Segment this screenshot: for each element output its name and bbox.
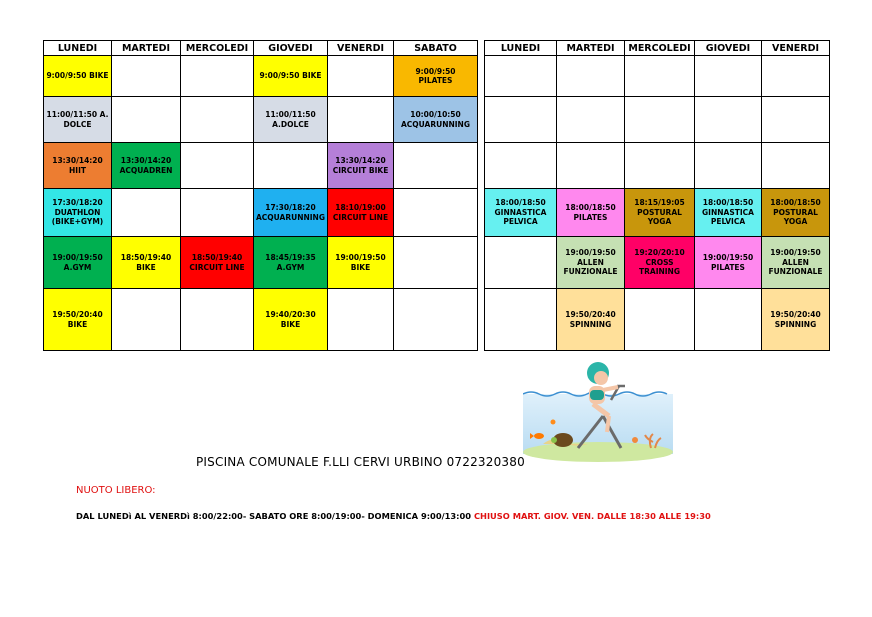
time-slot-row	[44, 56, 478, 97]
class-label: 18:50/19:40 BIKE	[120, 253, 172, 272]
class-slot	[328, 189, 394, 237]
empty-slot	[557, 97, 625, 143]
opening-hours-text: DAL LUNEDì AL VENERDì 8:00/22:00- SABATO ORE 8:00/19:00- DOMENICA 9:00/13:00	[76, 511, 474, 521]
free-swim-hours	[76, 511, 711, 521]
free-swim-label: NUOTO LIBERO:	[76, 485, 156, 496]
empty-slot	[485, 56, 557, 97]
class-label: 19:00/19:50 PILATES	[702, 253, 754, 272]
header-row	[485, 41, 830, 56]
empty-slot	[112, 97, 181, 143]
empty-slot	[181, 189, 254, 237]
empty-slot	[112, 289, 181, 351]
class-label: 13:30/14:20 HIIT	[52, 156, 103, 175]
empty-slot	[112, 56, 181, 97]
class-slot	[112, 143, 181, 189]
class-slot	[328, 143, 394, 189]
class-slot	[44, 56, 112, 97]
empty-slot	[181, 143, 254, 189]
class-slot	[762, 289, 830, 351]
empty-slot	[328, 56, 394, 97]
class-slot	[625, 237, 695, 289]
empty-slot	[762, 56, 830, 97]
class-slot	[762, 189, 830, 237]
class-label: 18:10/19:00 CIRCUIT LINE	[332, 203, 389, 222]
empty-slot	[485, 97, 557, 143]
aqua-bike-swimmer-illustration	[523, 356, 673, 464]
class-label: 19:40/20:30 BIKE	[265, 310, 316, 329]
class-label: 18:00/18:50 POSTURAL YOGA	[770, 198, 821, 227]
class-label: 9:00/9:50 BIKE	[259, 71, 322, 81]
class-slot	[762, 237, 830, 289]
empty-slot	[625, 97, 695, 143]
class-label: 18:45/19:35 A.GYM	[265, 253, 316, 272]
day-header: VENERDI	[328, 41, 394, 56]
class-label: 19:20/20:10 CROSS TRAINING	[634, 248, 685, 277]
closure-notice: CHIUSO MART. GIOV. VEN. DALLE 18:30 ALLE 19:30	[473, 511, 711, 521]
time-slot-row	[44, 237, 478, 289]
empty-slot	[181, 56, 254, 97]
empty-slot	[695, 97, 762, 143]
time-slot-row	[485, 143, 830, 189]
class-slot	[695, 189, 762, 237]
day-header: MERCOLEDI	[625, 41, 695, 56]
class-label: 19:50/20:40 BIKE	[52, 310, 103, 329]
time-slot-row	[485, 237, 830, 289]
empty-slot	[112, 189, 181, 237]
class-slot	[328, 237, 394, 289]
empty-slot	[557, 143, 625, 189]
empty-slot	[625, 143, 695, 189]
empty-slot	[181, 97, 254, 143]
class-slot	[557, 189, 625, 237]
time-slot-row	[485, 289, 830, 351]
day-header: GIOVEDI	[254, 41, 328, 56]
empty-slot	[485, 289, 557, 351]
empty-slot	[762, 97, 830, 143]
class-slot	[44, 237, 112, 289]
time-slot-row	[44, 289, 478, 351]
empty-slot	[254, 143, 328, 189]
empty-slot	[695, 143, 762, 189]
time-slot-row	[44, 143, 478, 189]
class-slot	[394, 56, 478, 97]
class-label: 19:00/19:50 A.GYM	[52, 253, 103, 272]
class-label: 18:00/18:50 PILATES	[565, 203, 616, 222]
class-label: 17:30/18:20 ACQUARUNNING	[256, 203, 325, 222]
right-schedule-table	[484, 40, 830, 351]
class-slot	[625, 189, 695, 237]
empty-slot	[557, 56, 625, 97]
class-slot	[44, 289, 112, 351]
class-slot	[44, 97, 112, 143]
day-header: VENERDI	[762, 41, 830, 56]
empty-slot	[328, 289, 394, 351]
class-slot	[394, 97, 478, 143]
time-slot-row	[44, 189, 478, 237]
class-slot	[254, 97, 328, 143]
class-label: 19:50/20:40 SPINNING	[770, 310, 821, 329]
class-label: 19:00/19:50 ALLEN FUNZIONALE	[563, 248, 618, 277]
class-slot	[181, 237, 254, 289]
class-slot	[557, 289, 625, 351]
class-slot	[695, 237, 762, 289]
time-slot-row	[485, 97, 830, 143]
class-label: 13:30/14:20 ACQUADREN	[119, 156, 173, 175]
empty-slot	[485, 237, 557, 289]
class-label: 18:15/19:05 POSTURAL YOGA	[634, 198, 685, 227]
class-slot	[44, 189, 112, 237]
empty-slot	[485, 143, 557, 189]
time-slot-row	[44, 97, 478, 143]
class-slot	[254, 289, 328, 351]
class-label: 9:00/9:50 BIKE	[46, 71, 109, 81]
class-slot	[485, 189, 557, 237]
left-schedule-table	[43, 40, 478, 351]
class-label: 10:00/10:50 ACQUARUNNING	[401, 110, 470, 129]
class-label: 19:00/19:50 ALLEN FUNZIONALE	[768, 248, 823, 277]
pool-title: PISCINA COMUNALE F.LLI CERVI URBINO 0722320380	[196, 455, 525, 469]
empty-slot	[394, 143, 478, 189]
day-header: MERCOLEDI	[181, 41, 254, 56]
empty-slot	[695, 289, 762, 351]
class-label: 19:00/19:50 BIKE	[335, 253, 386, 272]
day-header: SABATO	[394, 41, 478, 56]
empty-slot	[762, 143, 830, 189]
class-label: 18:00/18:50 GINNASTICA PELVICA	[702, 198, 754, 227]
day-header: MARTEDI	[557, 41, 625, 56]
empty-slot	[394, 189, 478, 237]
class-label: 11:00/11:50 A. DOLCE	[46, 110, 109, 129]
class-label: 18:00/18:50 GINNASTICA PELVICA	[494, 198, 547, 227]
class-slot	[112, 237, 181, 289]
day-header: LUNEDI	[44, 41, 112, 56]
empty-slot	[625, 56, 695, 97]
day-header: MARTEDI	[112, 41, 181, 56]
empty-slot	[695, 56, 762, 97]
class-slot	[254, 56, 328, 97]
day-header: GIOVEDI	[695, 41, 762, 56]
class-label: 17:30/18:20 DUATHLON (BIKE+GYM)	[51, 198, 104, 227]
empty-slot	[394, 289, 478, 351]
day-header: LUNEDI	[485, 41, 557, 56]
empty-slot	[181, 289, 254, 351]
class-label: 9:00/9:50 PILATES	[415, 66, 456, 85]
class-slot	[254, 189, 328, 237]
empty-slot	[394, 237, 478, 289]
class-label: 18:50/19:40 CIRCUIT LINE	[189, 253, 245, 272]
time-slot-row	[485, 189, 830, 237]
class-slot	[557, 237, 625, 289]
class-label: 13:30/14:20 CIRCUIT BIKE	[332, 156, 389, 175]
class-slot	[254, 237, 328, 289]
time-slot-row	[485, 56, 830, 97]
empty-slot	[328, 97, 394, 143]
class-label: 11:00/11:50 A.DOLCE	[265, 110, 316, 129]
class-slot	[44, 143, 112, 189]
header-row	[44, 41, 478, 56]
empty-slot	[625, 289, 695, 351]
class-label: 19:50/20:40 SPINNING	[565, 310, 616, 329]
